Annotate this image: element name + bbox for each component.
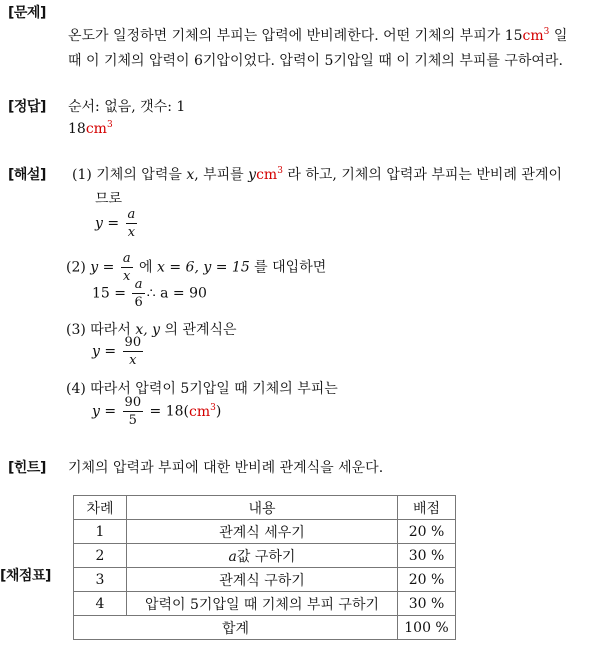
header-content: 내용 xyxy=(127,496,398,520)
step-2-text-b: 에 xyxy=(134,259,158,276)
unit-exponent: 3 xyxy=(543,27,550,37)
problem-line-1 xyxy=(68,25,567,45)
row-score: 20 % xyxy=(398,520,456,544)
problem-text-1a: 온도가 일정하면 기체의 부피는 압력에 반비례한다. 어떤 기체의 부피가 15 xyxy=(68,28,523,44)
row-content xyxy=(127,544,398,568)
numerator: a xyxy=(122,251,131,266)
answer-number: 18 xyxy=(68,121,86,137)
equation-1-lhs: y = xyxy=(95,215,120,232)
header-score: 배점 xyxy=(398,496,456,520)
row-no: 1 xyxy=(74,520,127,544)
unit-cm: cm xyxy=(522,28,544,44)
step-2-text-c: 를 대입하면 xyxy=(249,259,327,276)
explanation-step-1-cont: 므로 xyxy=(95,191,123,207)
numerator: a xyxy=(127,207,136,222)
equation-4-close: ) xyxy=(215,403,222,420)
var-y: y xyxy=(248,167,257,183)
answer-meta: 순서: 없음, 갯수: 1 xyxy=(68,99,186,115)
table-row xyxy=(74,568,456,592)
row-no: 2 xyxy=(74,544,127,568)
table-row xyxy=(74,592,456,616)
fraction-a-over-x xyxy=(126,208,138,239)
denominator: x xyxy=(129,353,137,368)
rubric-table xyxy=(73,495,456,640)
row-score: 30 % xyxy=(398,592,456,616)
fraction-90-over-5 xyxy=(123,396,144,427)
step-2-text-a: (2) xyxy=(66,259,91,276)
var-a: a xyxy=(228,548,237,565)
row-content: 관계식 세우기 xyxy=(127,520,398,544)
step-3-text-a: (3) 따라서 xyxy=(66,322,136,338)
step-3-text-b: 의 관계식은 xyxy=(160,322,237,338)
row-no: 3 xyxy=(74,568,127,592)
row-score: 20 % xyxy=(398,568,456,592)
equation-4-unit xyxy=(189,404,216,420)
numerator: a xyxy=(132,278,144,294)
table-row xyxy=(74,544,456,568)
equation-2-rhs: ∴ a = 90 xyxy=(146,285,207,302)
unit-exponent: 3 xyxy=(210,402,216,413)
unit-cm: cm xyxy=(256,167,278,183)
explanation-step-1 xyxy=(72,164,562,184)
problem-line-2: 때 이 기체의 압력이 6기압이었다. 압력이 5기압일 때 이 기체의 부피를 구하여라. xyxy=(68,53,563,69)
equation-4 xyxy=(92,396,221,427)
fraction-a-over-6 xyxy=(132,278,144,309)
header-no: 차례 xyxy=(74,496,127,520)
var-x: x xyxy=(186,167,195,183)
step-1-text-c: 라 하고, 기체의 압력과 부피는 반비례 관계이 xyxy=(282,167,562,183)
problem-label: [문제] xyxy=(8,5,46,21)
equation-4-lhs: y = xyxy=(92,403,117,420)
problem-text-1b: 일 xyxy=(549,28,568,44)
equation-2-lhs: 15 = xyxy=(92,285,126,302)
denominator: 5 xyxy=(128,413,137,428)
total-label: 합계 xyxy=(74,616,398,640)
answer-unit xyxy=(86,121,113,137)
explanation-label: [해설] xyxy=(8,167,46,183)
explanation-step-4: (4) 따라서 압력이 5기압일 때 기체의 부피는 xyxy=(66,381,338,397)
row-no: 4 xyxy=(74,592,127,616)
numerator: 90 xyxy=(124,395,142,410)
row-score: 30 % xyxy=(398,544,456,568)
answer-label: [정답] xyxy=(8,99,46,115)
equation-4-rhs: = 18( xyxy=(145,403,190,420)
table-header-row xyxy=(74,496,456,520)
table-row xyxy=(74,520,456,544)
row-content: 압력이 5기압일 때 기체의 부피 구하기 xyxy=(127,592,398,616)
equation-2 xyxy=(92,278,207,309)
equation-3-lhs: y = xyxy=(92,343,117,360)
unit-cm: cm xyxy=(189,403,211,420)
denominator: x xyxy=(127,225,136,240)
row-content: 관계식 구하기 xyxy=(127,568,398,592)
hint-text: 기체의 압력과 부피에 대한 반비례 관계식을 세운다. xyxy=(68,460,384,476)
denominator: 6 xyxy=(134,295,143,310)
rubric-label: [채점표] xyxy=(0,568,51,584)
total-score: 100 % xyxy=(398,616,456,640)
problem-unit xyxy=(523,28,550,44)
equation-1 xyxy=(95,208,139,239)
step-1-text-b: , 부피를 xyxy=(194,167,249,183)
step-3-vars: x, y xyxy=(135,322,161,338)
equation-3 xyxy=(92,336,145,367)
table-total-row xyxy=(74,616,456,640)
unit-cm: cm xyxy=(85,121,107,137)
numerator: 90 xyxy=(124,335,142,350)
step-1-text-a: (1) 기체의 압력을 xyxy=(72,167,187,183)
denominator: x xyxy=(123,269,131,284)
step-1-unit xyxy=(256,167,283,183)
hint-label: [힌트] xyxy=(8,460,46,476)
unit-exponent: 3 xyxy=(277,166,283,176)
step-2-lhs: y = xyxy=(90,259,115,276)
step-2-condition: x = 6, y = 15 xyxy=(157,259,250,276)
unit-exponent: 3 xyxy=(106,120,113,130)
row-content-text: 값 구하기 xyxy=(236,548,296,565)
answer-value xyxy=(68,120,113,137)
fraction-90-over-x xyxy=(123,336,144,367)
